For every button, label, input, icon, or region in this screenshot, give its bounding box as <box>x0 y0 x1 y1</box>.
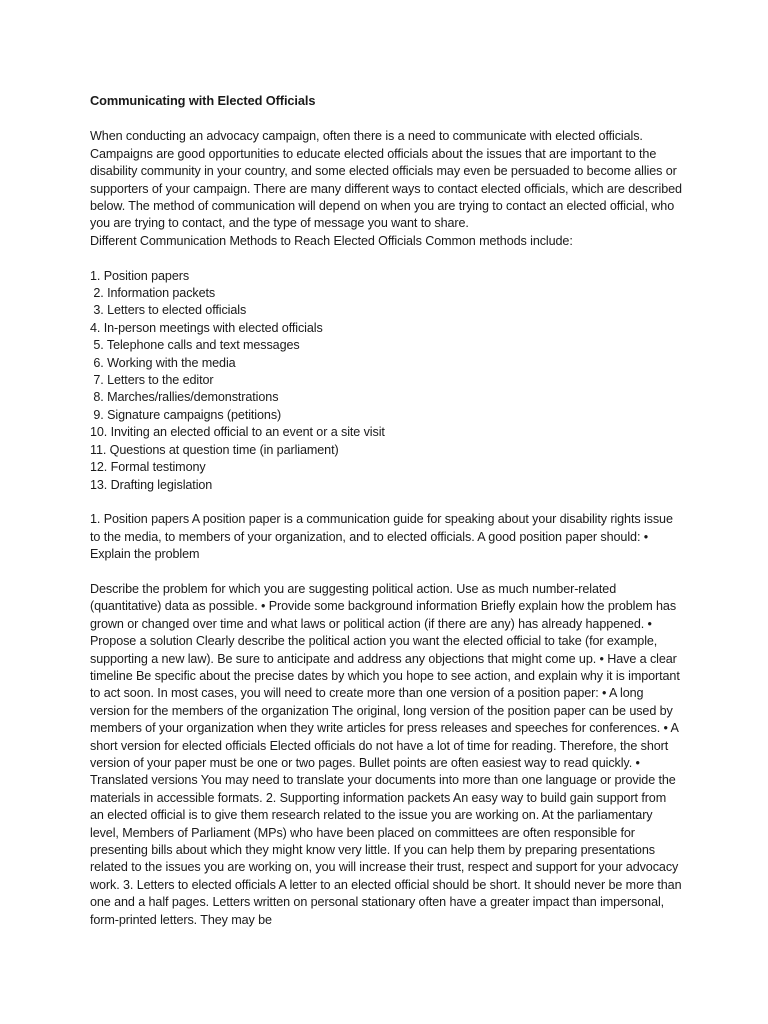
spacer <box>90 250 682 267</box>
intro-paragraph: When conducting an advocacy campaign, often there is a need to communicate with elected officials. Campaigns are good opportunities to educate elected officials about the issues that are important to the disability community in your country, and some elected officials may even be persuaded to become allies or supporters of your campaign. There are many different ways to contact elected officials, which are described below. The method of communication will depend on when you are trying to contact an elected official, who you are trying to contact, and the type of message you want to share. <box>90 129 682 231</box>
list-item: 12. Formal testimony <box>90 460 206 475</box>
list-item: 5. Telephone calls and text messages <box>90 338 300 353</box>
list-item: 1. Position papers <box>90 268 190 283</box>
list-item: 10. Inviting an elected official to an event or a site visit <box>90 425 385 440</box>
body-paragraph: Describe the problem for which you are suggesting political action. Use as much number-related (quantitative) data as possible. • Provide some background information Briefly explain how the problem has grown or changed over time and what laws or political action (if there are any) has already happened. • Propose a solution Clearly describe the political action you want the elected official to take (for example, supporting a new law). Be sure to anticipate and address any objections that might come up. • Have a clear timeline Be specific about the precise dates by which you hope to see action, and explain why it is important to act soon. In most cases, you will need to create more than one version of a position paper: • A long version for the members of the organization The original, long version of the position paper can be used by members of your organization when they write articles for press releases and speeches for conferences. • A short version for elected officials Elected officials do not have a lot of time for reading. Therefore, the short version of your paper must be one or two pages. Bullet points are often easiest way to read quickly. • Translated versions You may need to translate your documents into more than one language or provide the materials in accessible formats. 2. Supporting information packets An easy way to build gain support from an elected official is to give them research related to the issue you are working on. At the parliamentary level, Members of Parliament (MPs) who have been placed on committees are often responsible for presenting bills about which they might know very little. If you can help them by preparing presentations related to the issues you are working on, you will increase their trust, respect and support for your advocacy work. 3. Letters to elected officials A letter to an elected official should be short. It should never be more than one and a half pages. Letters written on personal stationary often have a greater impact than impersonal, form-printed letters. They may be <box>90 581 682 927</box>
list-item: 2. Information packets <box>90 286 216 301</box>
list-item: 13. Drafting legislation <box>90 477 213 492</box>
list-item: 6. Working with the media <box>90 355 236 370</box>
document-page <box>90 92 682 929</box>
list-item: 3. Letters to elected officials <box>90 303 247 318</box>
list-item: 7. Letters to the editor <box>90 373 214 388</box>
list-item: 8. Marches/rallies/demonstrations <box>90 390 279 405</box>
list-item: 11. Questions at question time (in parliament) <box>90 442 339 457</box>
document-title: Communicating with Elected Officials <box>90 93 316 108</box>
methods-list <box>90 268 682 494</box>
position-papers-paragraph: 1. Position papers A position paper is a communication guide for speaking about your disability rights issue to the media, to members of your organization, and to elected officials. A good position paper should: • Explain the problem <box>90 512 673 562</box>
methods-heading: Different Communication Methods to Reach Elected Officials Common methods include: <box>90 233 573 248</box>
spacer <box>90 494 682 511</box>
spacer <box>90 564 682 581</box>
list-item: 9. Signature campaigns (petitions) <box>90 407 282 422</box>
list-item: 4. In-person meetings with elected officials <box>90 320 323 335</box>
